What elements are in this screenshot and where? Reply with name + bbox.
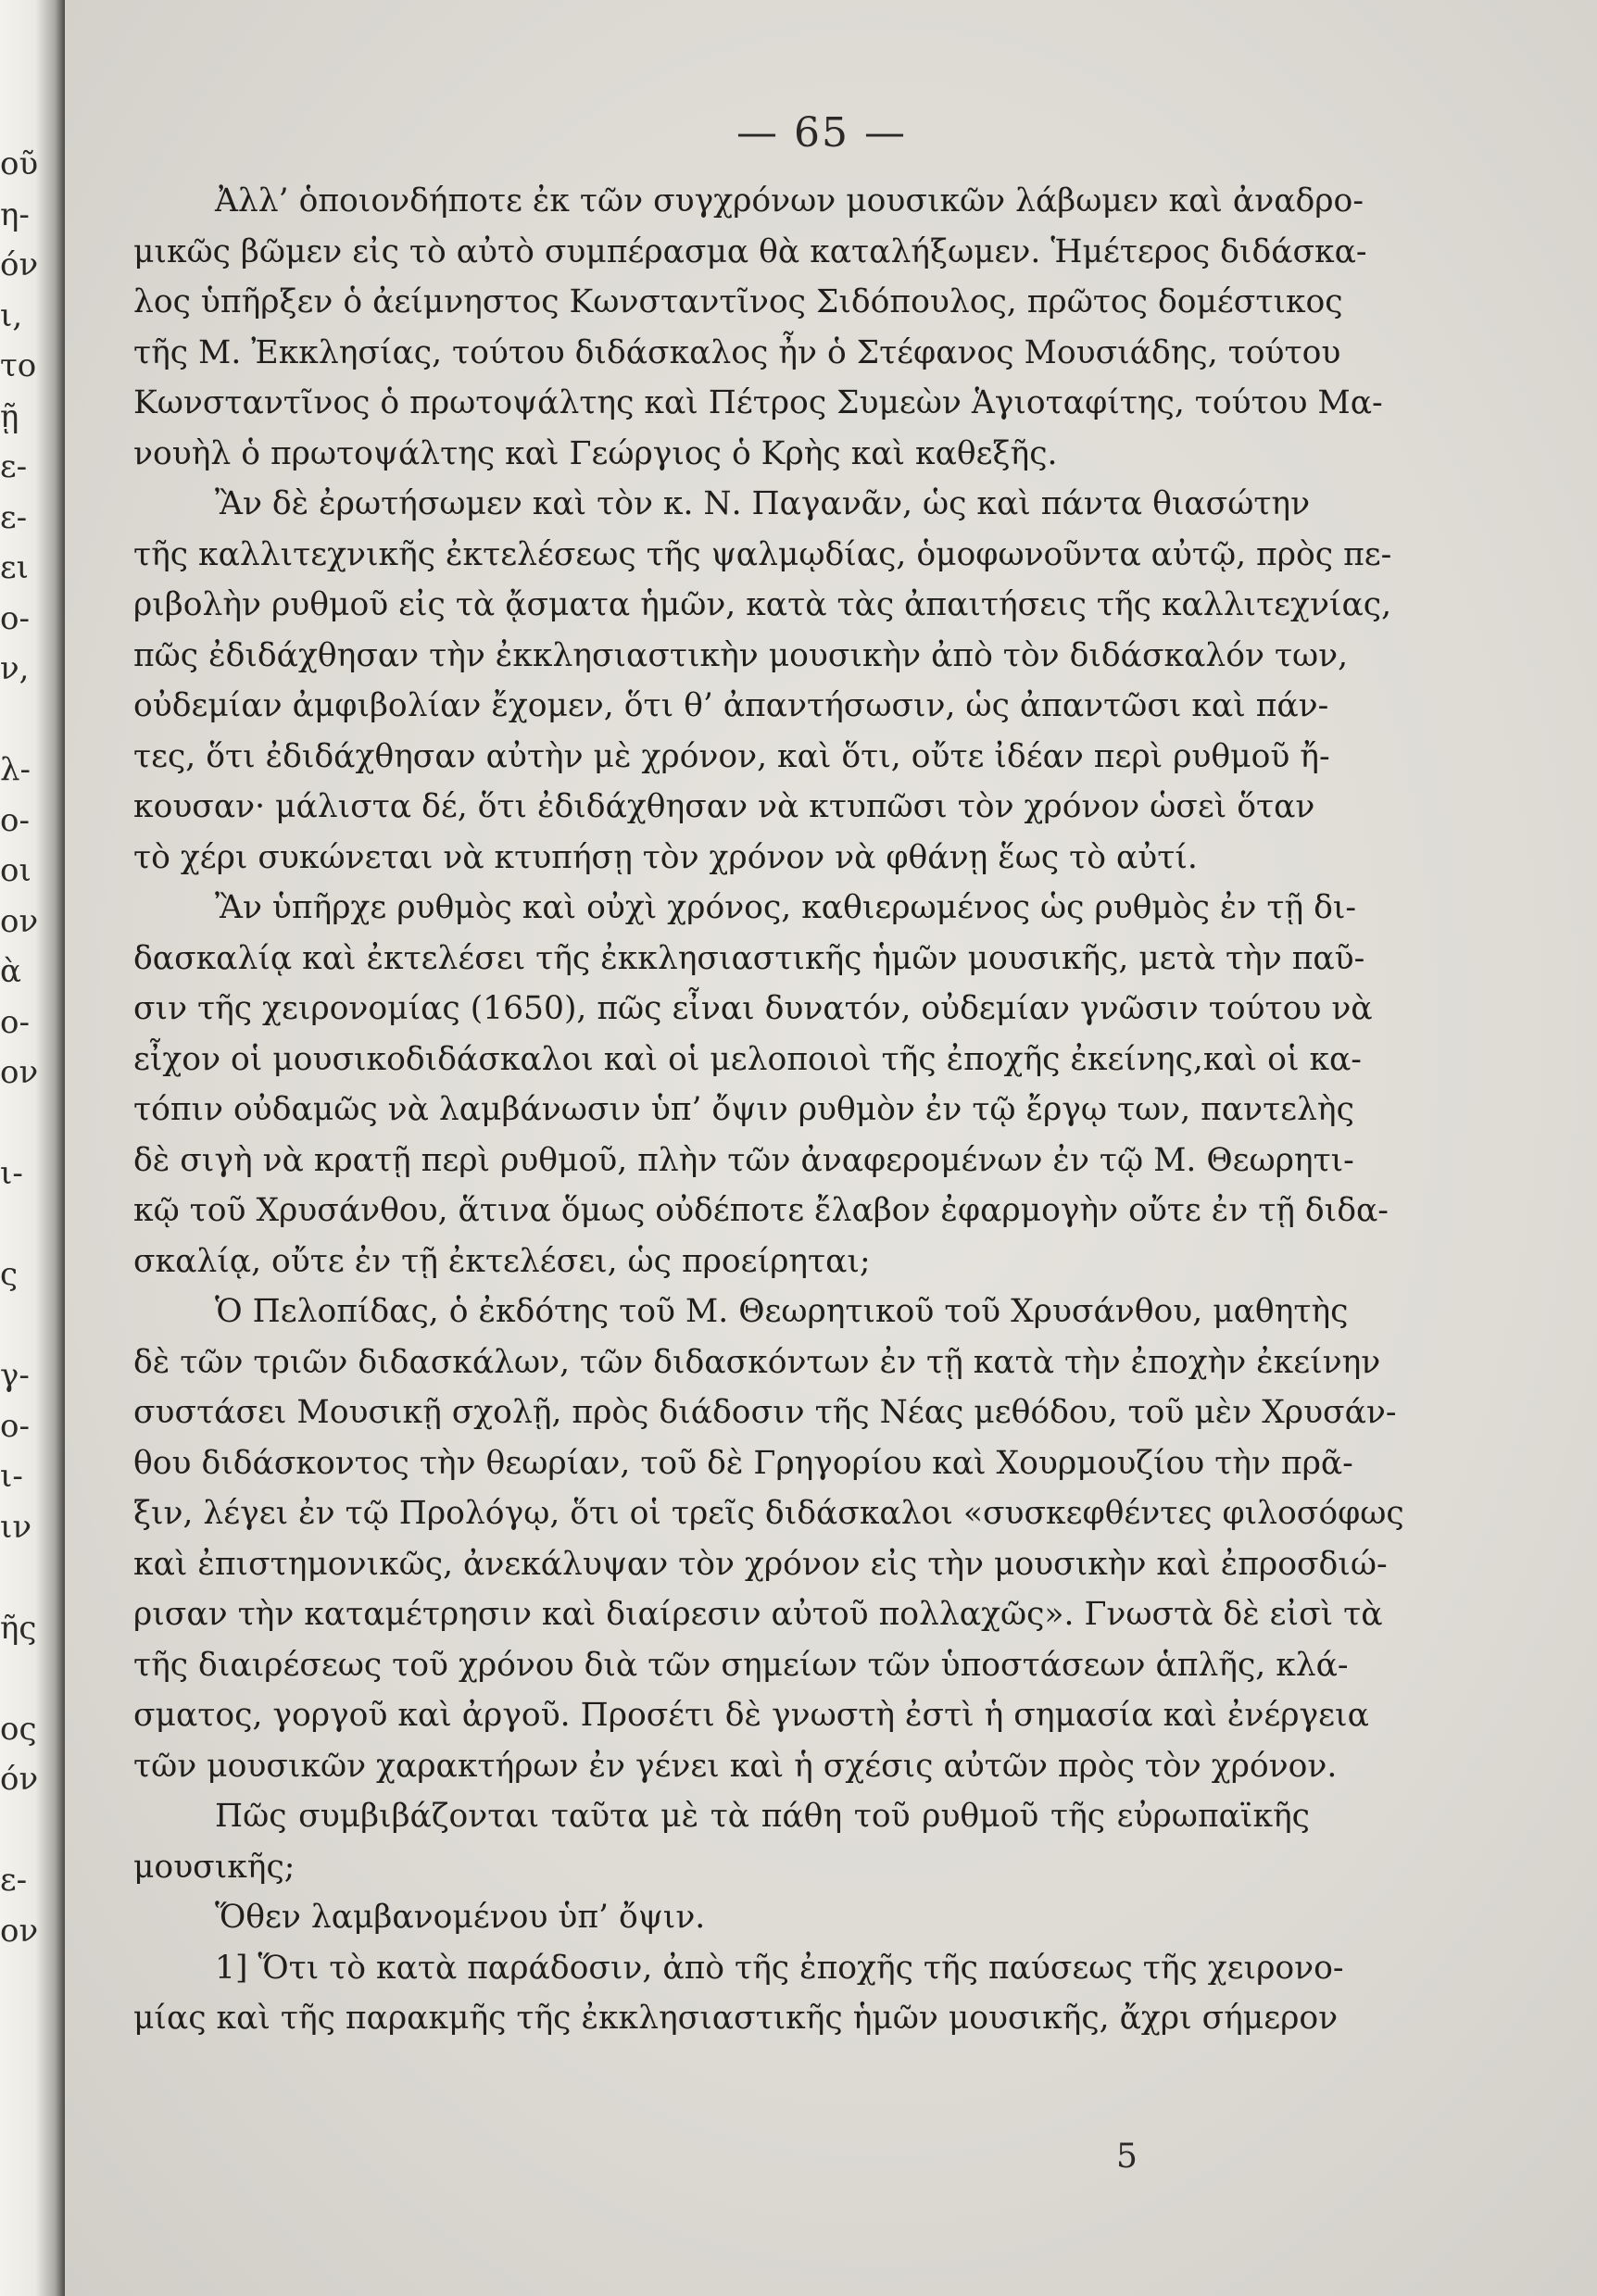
text-line: οὐδεμίαν ἀμφιβολίαν ἔχομεν, ὅτι θ’ ἀπαντήσωσιν, ὡς ἀπαντῶσι καὶ πάν- — [133, 687, 1329, 724]
margin-fragment: ι, — [0, 296, 23, 334]
margin-fragment: ς — [0, 1256, 19, 1293]
margin-fragment — [0, 1805, 28, 1856]
page-number: — 65 — — [736, 109, 907, 157]
margin-fragment — [0, 1199, 28, 1250]
margin-fragment: ι- — [0, 1458, 23, 1495]
signature-mark: 5 — [1116, 2138, 1138, 2176]
margin-fragment — [0, 1300, 28, 1351]
text-line: λος ὑπῆρξεν ὁ ἀείμνηστος Κωνσταντῖνος Σιδόπουλος, πρῶτος δομέστικος — [133, 283, 1343, 320]
text-line: νουὴλ ὁ πρωτοψάλτης καὶ Γεώργιος ὁ Κρὴς καὶ καθεξῆς. — [133, 434, 1058, 472]
margin-fragment: γ- — [0, 1357, 30, 1394]
margin-fragment: οι — [0, 852, 31, 889]
margin-fragment: ι- — [0, 1155, 23, 1192]
margin-fragment — [0, 1098, 28, 1149]
text-line: τόπιν οὐδαμῶς νὰ λαμβάνωσιν ὑπ’ ὄψιν ρυθμὸν ἐν τῷ ἔργῳ των, παντελὴς — [133, 1091, 1354, 1128]
margin-fragment: ο- — [0, 801, 30, 839]
text-line: θου διδάσκοντος τὴν θεωρίαν, τοῦ δὲ Γρηγορίου καὶ Χουρμουζίου τὴν πρᾶ- — [133, 1444, 1353, 1482]
text-line: δὲ σιγὴ νὰ κρατῇ περὶ ρυθμοῦ, πλὴν τῶν ἀναφερομένων ἐν τῷ Μ. Θεωρητι- — [133, 1141, 1354, 1179]
margin-fragment: οῦ — [0, 145, 39, 182]
margin-fragment: ε- — [0, 448, 28, 485]
text-line: Ἂν δὲ ἐρωτήσωμεν καὶ τὸν κ. Ν. Παγανᾶν, ὡς καὶ πάντα θιασώτην — [215, 485, 1311, 522]
text-line: Ὅθεν λαμβανομένου ὑπ’ ὄψιν. — [215, 1899, 706, 1936]
text-line: Ἂν ὑπῆρχε ρυθμὸς καὶ οὐχὶ χρόνος, καθιερωμένος ὡς ρυθμὸς ἐν τῇ δι- — [215, 889, 1357, 926]
margin-fragment: η- — [0, 195, 30, 233]
text-line: κῷ τοῦ Χρυσάνθου, ἅτινα ὅμως οὐδέποτε ἔλαβον ἐφαρμογὴν οὔτε ἐν τῇ διδα- — [133, 1192, 1389, 1229]
text-line: μουσικῆς; — [133, 1848, 296, 1886]
text-line: δασκαλίᾳ καὶ ἐκτελέσει τῆς ἐκκλησιαστικῆς ἡμῶν μουσικῆς, μετὰ τὴν παῦ- — [133, 939, 1365, 977]
text-line: Ἀλλ’ ὁποιονδήποτε ἐκ τῶν συγχρόνων μουσικῶν λάβωμεν καὶ ἀναδρο- — [215, 182, 1364, 220]
facing-page-margin-fragments — [0, 139, 39, 1956]
text-line: μικῶς βῶμεν εἰς τὸ αὐτὸ συμπέρασμα θὰ καταλήξωμεν. Ἡμέτερος διδάσκα- — [133, 232, 1367, 270]
margin-fragment: ν, — [0, 650, 30, 687]
text-line: τῆς διαιρέσεως τοῦ χρόνου διὰ τῶν σημείων τῶν ὑποστάσεων ἁπλῆς, κλά- — [133, 1646, 1349, 1684]
text-line: Κωνσταντῖνος ὁ πρωτοψάλτης καὶ Πέτρος Συμεὼν Ἁγιοταφίτης, τούτου Μα- — [133, 384, 1383, 421]
text-line: καὶ ἐπιστημονικῶς, ἀνεκάλυψαν τὸν χρόνον εἰς τὴν μουσικὴν καὶ ἐπροσδιώ- — [133, 1545, 1388, 1583]
margin-fragment: ο- — [0, 1407, 30, 1445]
margin-fragment: όν — [0, 1761, 39, 1798]
text-line: Ὁ Πελοπίδας, ὁ ἐκδότης τοῦ Μ. Θεωρητικοῦ τοῦ Χρυσάνθου, μαθητὴς — [215, 1293, 1349, 1330]
text-line: σκαλίᾳ, οὔτε ἐν τῇ ἐκτελέσει, ὡς προείρηται; — [133, 1242, 871, 1280]
text-line: τῆς καλλιτεχνικῆς ἐκτελέσεως τῆς ψαλμῳδίας, ὁμοφωνοῦντα αὐτῷ, πρὸς πε- — [133, 535, 1392, 573]
margin-fragment: ον — [0, 902, 39, 940]
margin-fragment: όν — [0, 246, 39, 283]
margin-fragment: ιν — [0, 1508, 31, 1546]
margin-fragment: το — [0, 347, 37, 384]
text-line: τὸ χέρι συκώνεται νὰ κτυπήσῃ τὸν χρόνον νὰ φθάνῃ ἕως τὸ αὐτί. — [133, 838, 1198, 876]
text-line: ξιν, λέγει ἐν τῷ Προλόγῳ, ὅτι οἱ τρεῖς διδάσκαλοι «συσκεφθέντες φιλοσόφως — [133, 1495, 1404, 1532]
margin-fragment: ε- — [0, 498, 28, 536]
text-line: εἶχον οἱ μουσικοδιδάσκαλοι καὶ οἱ μελοποιοὶ τῆς ἐποχῆς ἐκείνης,καὶ οἱ κα- — [133, 1040, 1362, 1078]
text-line: συστάσει Μουσικῇ σχολῇ, πρὸς διάδοσιν τῆς Νέας μεθόδου, τοῦ μὲν Χρυσάν- — [133, 1394, 1397, 1431]
text-line: ρισαν τὴν καταμέτρησιν καὶ διαίρεσιν αὐτοῦ πολλαχῶς». Γνωστὰ δὲ εἰσὶ τὰ — [133, 1596, 1383, 1633]
body-text — [133, 176, 1404, 2044]
margin-fragment: ει — [0, 549, 29, 586]
margin-fragment: λ- — [0, 751, 31, 788]
margin-fragment — [0, 695, 28, 746]
margin-fragment: ῆς — [0, 1609, 37, 1647]
text-line: τες, ὅτι ἐδιδάχθησαν αὐτὴν μὲ χρόνον, καὶ ὅτι, οὔτε ἰδέαν περὶ ρυθμοῦ ἤ- — [133, 737, 1330, 775]
text-line: ριβολὴν ρυθμοῦ εἰς τὰ ᾄσματα ἡμῶν, κατὰ τὰς ἀπαιτήσεις τῆς καλλιτεχνίας, — [133, 586, 1392, 623]
text-line: μίας καὶ τῆς παρακμῆς τῆς ἐκκλησιαστικῆς ἡμῶν μουσικῆς, ἄχρι σήμερον — [133, 2000, 1339, 2037]
margin-fragment: ος — [0, 1710, 37, 1748]
margin-fragment: ο- — [0, 599, 30, 637]
margin-fragment: ον — [0, 1054, 39, 1091]
text-line: σιν τῆς χειρονομίας (1650), πῶς εἶναι δυνατόν, οὐδεμίαν γνῶσιν τούτου νὰ — [133, 990, 1373, 1027]
margin-fragment — [0, 1552, 28, 1603]
text-line: κουσαν· μάλιστα δέ, ὅτι ἐδιδάχθησαν νὰ κτυπῶσι τὸν χρόνον ὡσεὶ ὅταν — [133, 788, 1315, 825]
text-line: τῆς Μ. Ἐκκλησίας, τούτου διδάσκαλος ἦν ὁ Στέφανος Μουσιάδης, τούτου — [133, 333, 1341, 371]
margin-fragment: ον — [0, 1912, 39, 1950]
margin-fragment: ῇ — [0, 397, 19, 435]
margin-fragment: ο- — [0, 1003, 30, 1041]
text-line: 1] Ὅτι τὸ κατὰ παράδοσιν, ἀπὸ τῆς ἐποχῆς τῆς παύσεως τῆς χειρονο- — [215, 1949, 1344, 1987]
margin-fragment — [0, 1653, 28, 1704]
margin-fragment: ε- — [0, 1862, 28, 1899]
text-line: σματος, γοργοῦ καὶ ἀργοῦ. Προσέτι δὲ γνωστὴ ἐστὶ ἡ σημασία καὶ ἐνέργεια — [133, 1697, 1369, 1734]
text-line: δὲ τῶν τριῶν διδασκάλων, τῶν διδασκόντων ἐν τῇ κατὰ τὴν ἐποχὴν ἐκείνην — [133, 1343, 1381, 1381]
text-line: πῶς ἐδιδάχθησαν τὴν ἐκκλησιαστικὴν μουσικὴν ἀπὸ τὸν διδάσκαλόν των, — [133, 636, 1349, 674]
text-line: τῶν μουσικῶν χαρακτήρων ἐν γένει καὶ ἡ σχέσις αὐτῶν πρὸς τὸν χρόνον. — [133, 1747, 1338, 1785]
text-line: Πῶς συμβιβάζονται ταῦτα μὲ τὰ πάθη τοῦ ρυθμοῦ τῆς εὐρωπαϊκῆς — [215, 1798, 1310, 1835]
margin-fragment: ὰ — [0, 953, 21, 990]
